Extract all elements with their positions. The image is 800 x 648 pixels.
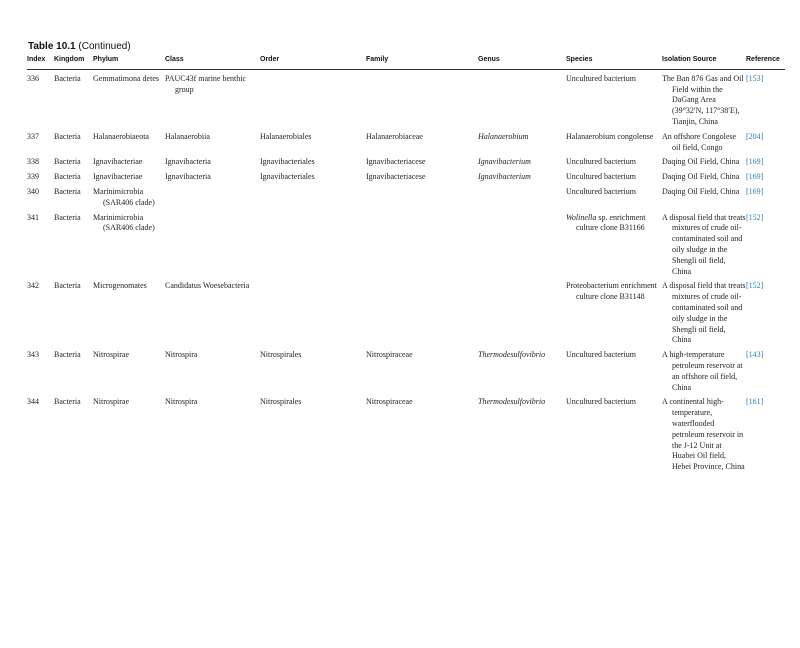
index-cell: 340 (27, 186, 39, 196)
species-text: Uncultured bacterium (566, 186, 636, 196)
genus-cell: Thermodesulfovibrio (478, 350, 546, 360)
table-label: Table 10.1 (28, 41, 76, 52)
class-text: Ignavibacteria (165, 157, 211, 167)
table-row (27, 172, 785, 187)
phylum-cell (93, 397, 165, 477)
kingdom-cell: Bacteria (54, 397, 81, 407)
phylum-cell (93, 213, 165, 282)
class-text: Candidatus Woesebacteria (165, 281, 250, 291)
species-text: Uncultured bacterium (566, 397, 636, 407)
class-cell (165, 281, 260, 350)
order-cell: Halanaerobiales (260, 131, 312, 141)
family-cell: Nitrospiraceae (366, 397, 413, 407)
table-row (27, 132, 785, 158)
kingdom-cell: Bacteria (54, 73, 81, 83)
order-cell: Ignavibacteriales (260, 157, 315, 167)
phylum-cell (93, 157, 165, 172)
phylum-cell (93, 132, 165, 158)
genus-cell (478, 213, 566, 282)
source-text: A disposal field that treats mixtures of crude oil-contaminated soil and oily sludge in the Shengli oil field, China (662, 281, 746, 345)
class-text: Halanaerobiia (165, 131, 210, 141)
table-caption (28, 41, 131, 52)
phylum-text: Ignavibacteriae (93, 157, 143, 167)
order-cell (260, 213, 366, 282)
family-cell: Nitrospiraceae (366, 350, 413, 360)
source-text: Daqing Oil Field, China (662, 157, 740, 167)
table-row (27, 281, 785, 350)
species-cell (566, 281, 662, 350)
phylum-cell (93, 281, 165, 350)
kingdom-cell: Bacteria (54, 131, 81, 141)
phylum-text: Marinimicrobia (SAR406 clade) (93, 212, 155, 233)
column-header: Order (260, 54, 366, 69)
source-cell (662, 397, 746, 477)
phylum-text: Halanaerobiaeota (93, 131, 149, 141)
column-header: Index (27, 54, 54, 69)
index-cell: 341 (27, 212, 39, 222)
class-cell (165, 69, 260, 131)
species-cell (566, 213, 662, 282)
table-row (27, 350, 785, 397)
index-cell: 339 (27, 172, 39, 182)
phylum-text: Ignavibacteriae (93, 172, 143, 182)
index-cell: 343 (27, 350, 39, 360)
genus-cell: Halanaerobium (478, 131, 529, 141)
column-header: Reference (746, 54, 785, 69)
order-cell: Nitrospirales (260, 397, 302, 407)
kingdom-cell: Bacteria (54, 186, 81, 196)
order-cell: Ignavibacteriales (260, 172, 315, 182)
species-text: Uncultured bacterium (566, 73, 636, 83)
reference-link[interactable]: [169] (746, 172, 764, 182)
phylum-cell (93, 69, 165, 131)
kingdom-cell: Bacteria (54, 350, 81, 360)
reference-link[interactable]: [169] (746, 186, 764, 196)
column-header: Kingdom (54, 54, 93, 69)
index-cell: 344 (27, 397, 39, 407)
genus-cell: Thermodesulfovibrio (478, 397, 546, 407)
genus-cell (478, 187, 566, 213)
reference-link[interactable]: [143] (746, 350, 764, 360)
species-cell (566, 187, 662, 213)
kingdom-cell: Bacteria (54, 281, 81, 291)
table-row (27, 187, 785, 213)
phylum-text: Microgenomates (93, 281, 147, 291)
table-row (27, 213, 785, 282)
family-cell (366, 213, 478, 282)
phylum-cell (93, 172, 165, 187)
family-cell: Ignavibacteriacese (366, 172, 426, 182)
column-header: Phylum (93, 54, 165, 69)
class-text: Nitrospira (165, 350, 198, 360)
source-text: The Ban 876 Gas and Oil Field within the DaGang Area (39°32′N, 117°38′E), Tianjin, China (662, 73, 744, 126)
source-text: A disposal field that treats mixtures of crude oil-contaminated soil and oily sludge in the Shengli oil field, China (662, 212, 746, 276)
genus-cell (478, 69, 566, 131)
order-cell: Nitrospirales (260, 350, 302, 360)
source-cell (662, 132, 746, 158)
index-cell: 338 (27, 157, 39, 167)
family-cell: Ignavibacteriacese (366, 157, 426, 167)
source-cell (662, 157, 746, 172)
index-cell: 337 (27, 131, 39, 141)
species-text: Uncultured bacterium (566, 157, 636, 167)
table-row (27, 397, 785, 477)
reference-link[interactable]: [153] (746, 73, 764, 83)
table-row (27, 69, 785, 131)
class-text: Ignavibacteria (165, 172, 211, 182)
column-header: Class (165, 54, 260, 69)
reference-link[interactable]: [152] (746, 212, 764, 222)
source-text: An offshore Congolese oil field, Congo (662, 131, 737, 152)
source-text: Daqing Oil Field, China (662, 172, 740, 182)
kingdom-cell: Bacteria (54, 157, 81, 167)
genus-cell: Ignavibacterium (478, 172, 531, 182)
column-header: Family (366, 54, 478, 69)
species-text (566, 213, 662, 235)
class-cell (165, 350, 260, 397)
taxonomy-table (27, 54, 785, 477)
source-cell (662, 350, 746, 397)
table-caption-suffix: (Continued) (78, 41, 131, 52)
family-cell (366, 281, 478, 350)
source-text: A continental high-temperature, waterflooded petroleum reservoir in the J-12 Unit at Huabei Oil field, Hebei Province, China (662, 397, 745, 472)
reference-link[interactable]: [204] (746, 131, 764, 141)
source-cell (662, 213, 746, 282)
species-cell (566, 132, 662, 158)
class-cell (165, 172, 260, 187)
column-header: Species (566, 54, 662, 69)
source-cell (662, 69, 746, 131)
family-cell (366, 187, 478, 213)
kingdom-cell: Bacteria (54, 172, 81, 182)
class-cell (165, 187, 260, 213)
kingdom-cell: Bacteria (54, 212, 81, 222)
column-header: Isolation Source (662, 54, 746, 69)
species-text: Uncultured bacterium (566, 350, 636, 360)
phylum-cell (93, 350, 165, 397)
order-cell (260, 69, 366, 131)
species-text: Uncultured bacterium (566, 172, 636, 182)
phylum-cell (93, 187, 165, 213)
species-rest-text: sp. enrichment culture clone B31166 (576, 212, 646, 233)
reference-link[interactable]: [152] (746, 281, 764, 291)
genus-cell: Ignavibacterium (478, 157, 531, 167)
species-text: Halanaerobium congolense (566, 131, 654, 141)
species-cell (566, 397, 662, 477)
class-text: PAUC43f marine benthic group (165, 73, 247, 94)
source-text: A high-temperature petroleum reservoir at an offshore oil field, China (662, 350, 743, 392)
phylum-text: Marinimicrobia (SAR406 clade) (93, 186, 155, 207)
class-text: Nitrospira (165, 397, 198, 407)
phylum-text: Nitrospirae (93, 397, 129, 407)
table-row (27, 157, 785, 172)
class-cell (165, 397, 260, 477)
class-cell (165, 132, 260, 158)
species-italic-text: Wolinella (566, 212, 597, 222)
class-cell (165, 157, 260, 172)
class-cell (165, 213, 260, 282)
genus-cell (478, 281, 566, 350)
family-cell (366, 69, 478, 131)
species-text: Proteobacterium enrichment culture clone B31148 (566, 281, 657, 302)
species-cell (566, 350, 662, 397)
species-cell (566, 157, 662, 172)
phylum-text: Nitrospirae (93, 350, 129, 360)
column-header: Genus (478, 54, 566, 69)
source-text: Daqing Oil Field, China (662, 186, 740, 196)
reference-link[interactable]: [169] (746, 157, 764, 167)
reference-link[interactable]: [161] (746, 397, 764, 407)
order-cell (260, 187, 366, 213)
order-cell (260, 281, 366, 350)
index-cell: 342 (27, 281, 39, 291)
species-cell (566, 172, 662, 187)
index-cell: 336 (27, 73, 39, 83)
family-cell: Halanaerobiaceae (366, 131, 423, 141)
table-header-row (27, 54, 785, 69)
species-cell (566, 69, 662, 131)
source-cell (662, 281, 746, 350)
source-cell (662, 172, 746, 187)
source-cell (662, 187, 746, 213)
phylum-text: Gemmatimona detes (93, 73, 159, 83)
